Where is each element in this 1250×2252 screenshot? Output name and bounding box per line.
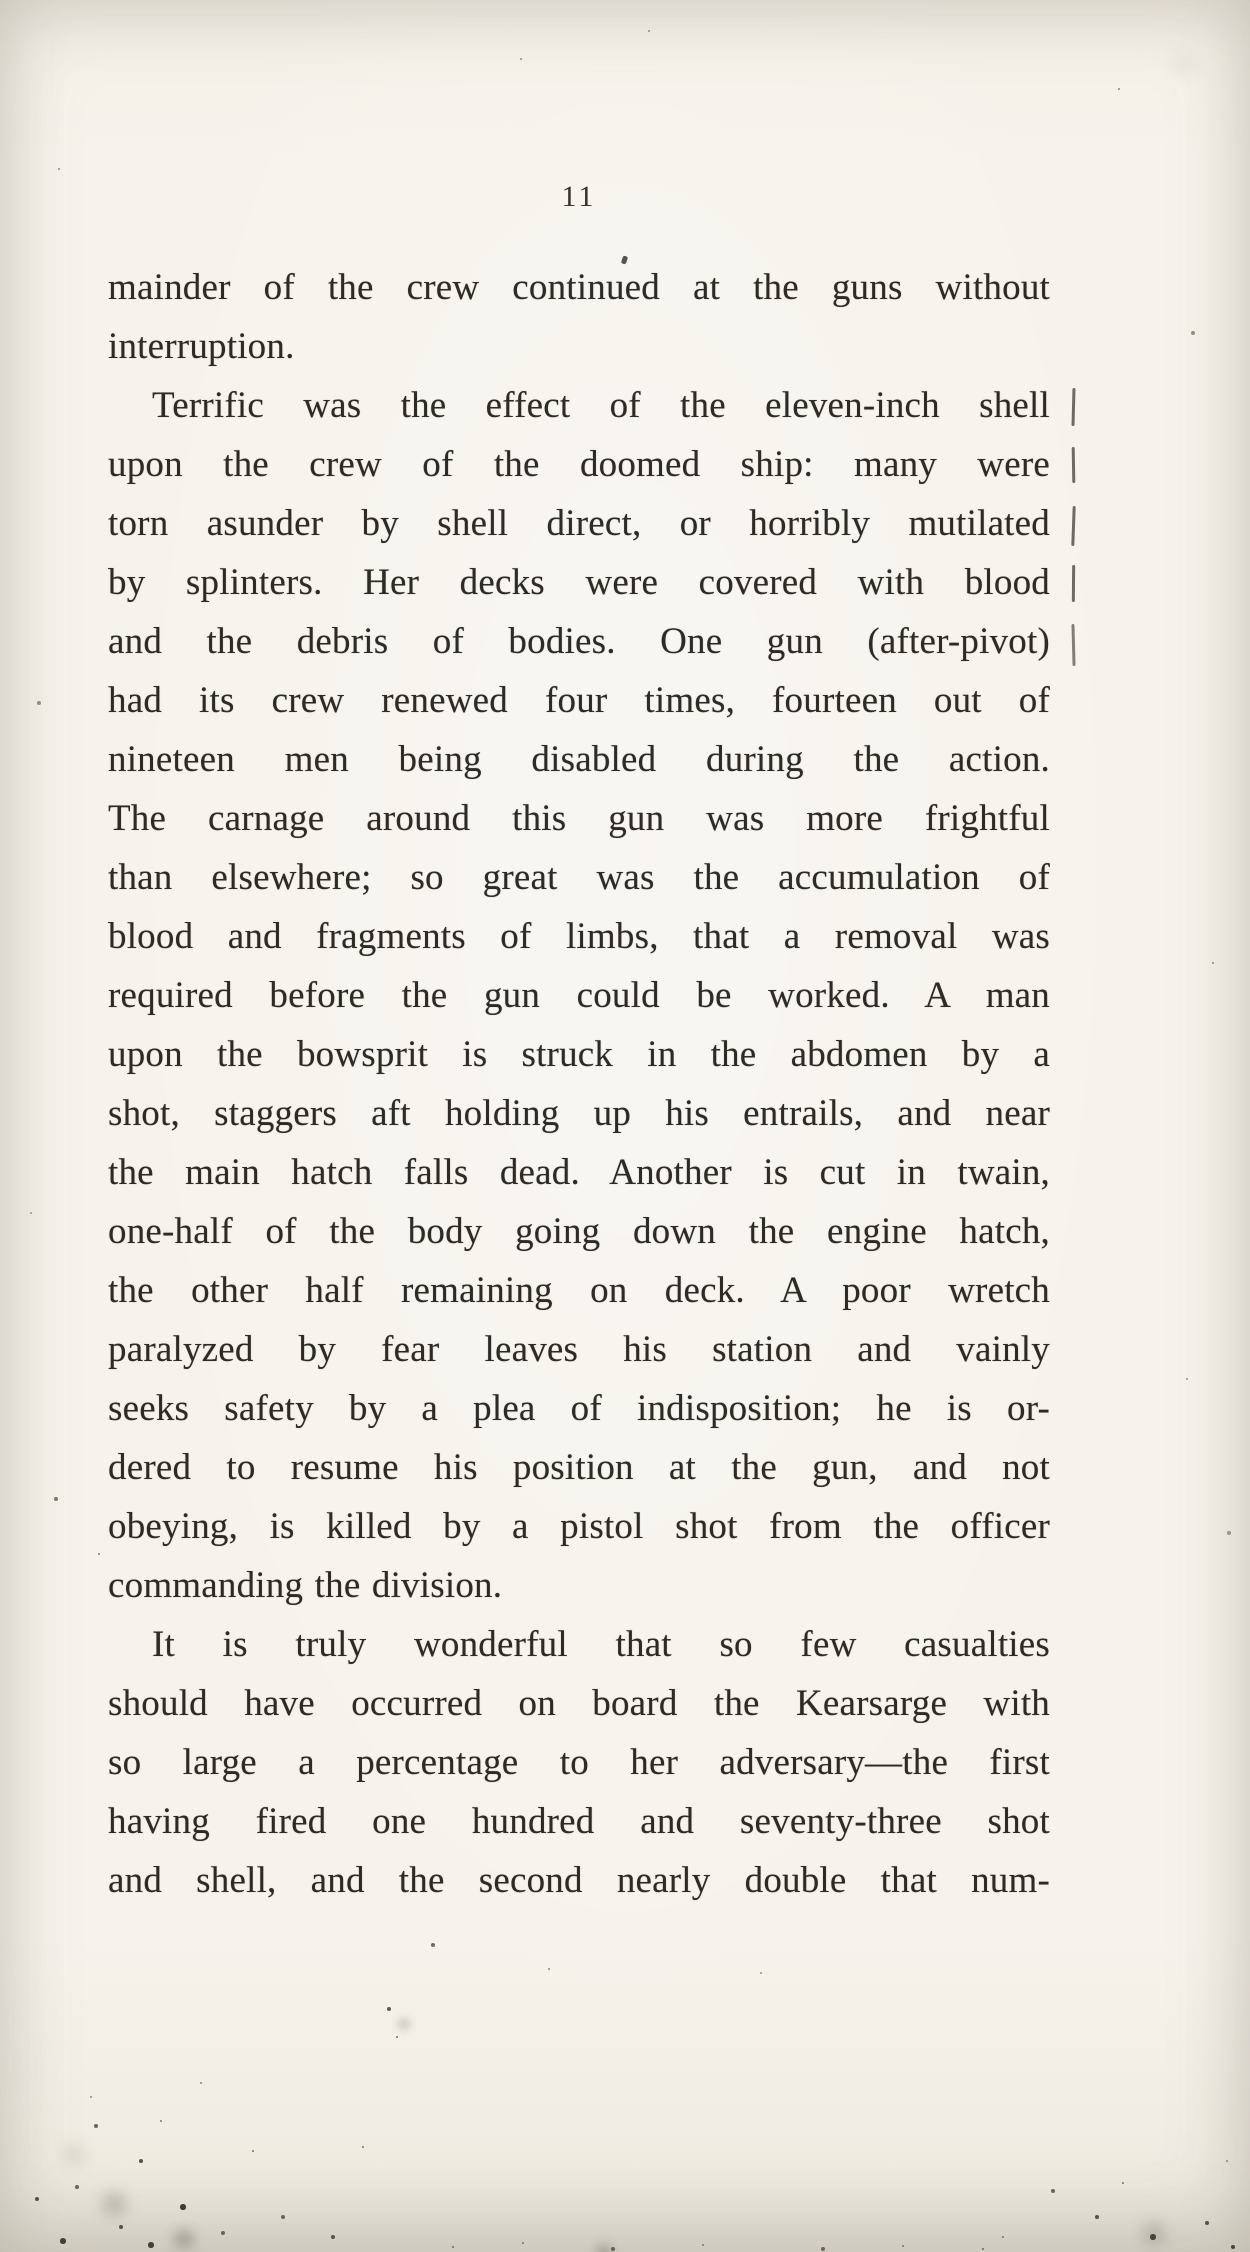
text-line: paralyzed by fear leaves his station and vainly (108, 1329, 1050, 1370)
scan-stains (0, 0, 8, 8)
text-line: It is truly wonderful that so few casualties (152, 1624, 1050, 1665)
text-line: Terrific was the effect of the eleven-inch shell (152, 385, 1050, 426)
text-line: the main hatch falls dead. Another is cut in twain, (108, 1152, 1050, 1193)
text-line: by splinters. Her decks were covered with blood (108, 562, 1050, 603)
paragraph (108, 258, 1050, 376)
text-line: shot, staggers aft holding up his entrails, and near (108, 1093, 1050, 1134)
text-line: and shell, and the second nearly double that num- (108, 1860, 1050, 1901)
text-line: one-half of the body going down the engine hatch, (108, 1211, 1050, 1252)
text-line: the other half remaining on deck. A poor wretch (108, 1270, 1050, 1311)
text-line: seeks safety by a plea of indisposition; he is or- (108, 1388, 1050, 1429)
text-line: obeying, is killed by a pistol shot from the officer (108, 1506, 1050, 1547)
text-line: upon the crew of the doomed ship: many were (108, 444, 1050, 485)
margin-mark (1072, 565, 1075, 602)
margin-mark (1072, 447, 1076, 483)
text-line: blood and fragments of limbs, that a removal was (108, 916, 1050, 957)
text-line: The carnage around this gun was more frightful (108, 798, 1050, 839)
page-number: 11 (561, 180, 597, 213)
text-line: required before the gun could be worked. A man (108, 975, 1050, 1016)
text-line: mainder of the crew continued at the guns without (108, 267, 1050, 308)
paragraph (108, 1615, 1050, 1910)
text-line: so large a percentage to her adversary—the first (108, 1742, 1050, 1783)
text-line: nineteen men being disabled during the action. (108, 739, 1050, 780)
text-line: having fired one hundred and seventy-three shot (108, 1801, 1050, 1842)
text-line: interruption. (108, 326, 295, 367)
text-line: and the debris of bodies. One gun (after-pivot) (108, 621, 1050, 662)
margin-mark (1072, 388, 1076, 426)
text-line: commanding the division. (108, 1565, 503, 1606)
margin-mark (1071, 624, 1075, 666)
margin-mark (1071, 506, 1075, 546)
text-line: torn asunder by shell direct, or horribly mutilated (108, 503, 1050, 544)
text-line: had its crew renewed four times, fourteen out of (108, 680, 1050, 721)
text-line: than elsewhere; so great was the accumulation of (108, 857, 1050, 898)
text-line: should have occurred on board the Kearsarge with (108, 1683, 1050, 1724)
text-block (108, 258, 1050, 1910)
text-line: dered to resume his position at the gun, and not (108, 1447, 1050, 1488)
paragraph (108, 376, 1050, 1615)
text-line: upon the bowsprit is struck in the abdomen by a (108, 1034, 1050, 1075)
